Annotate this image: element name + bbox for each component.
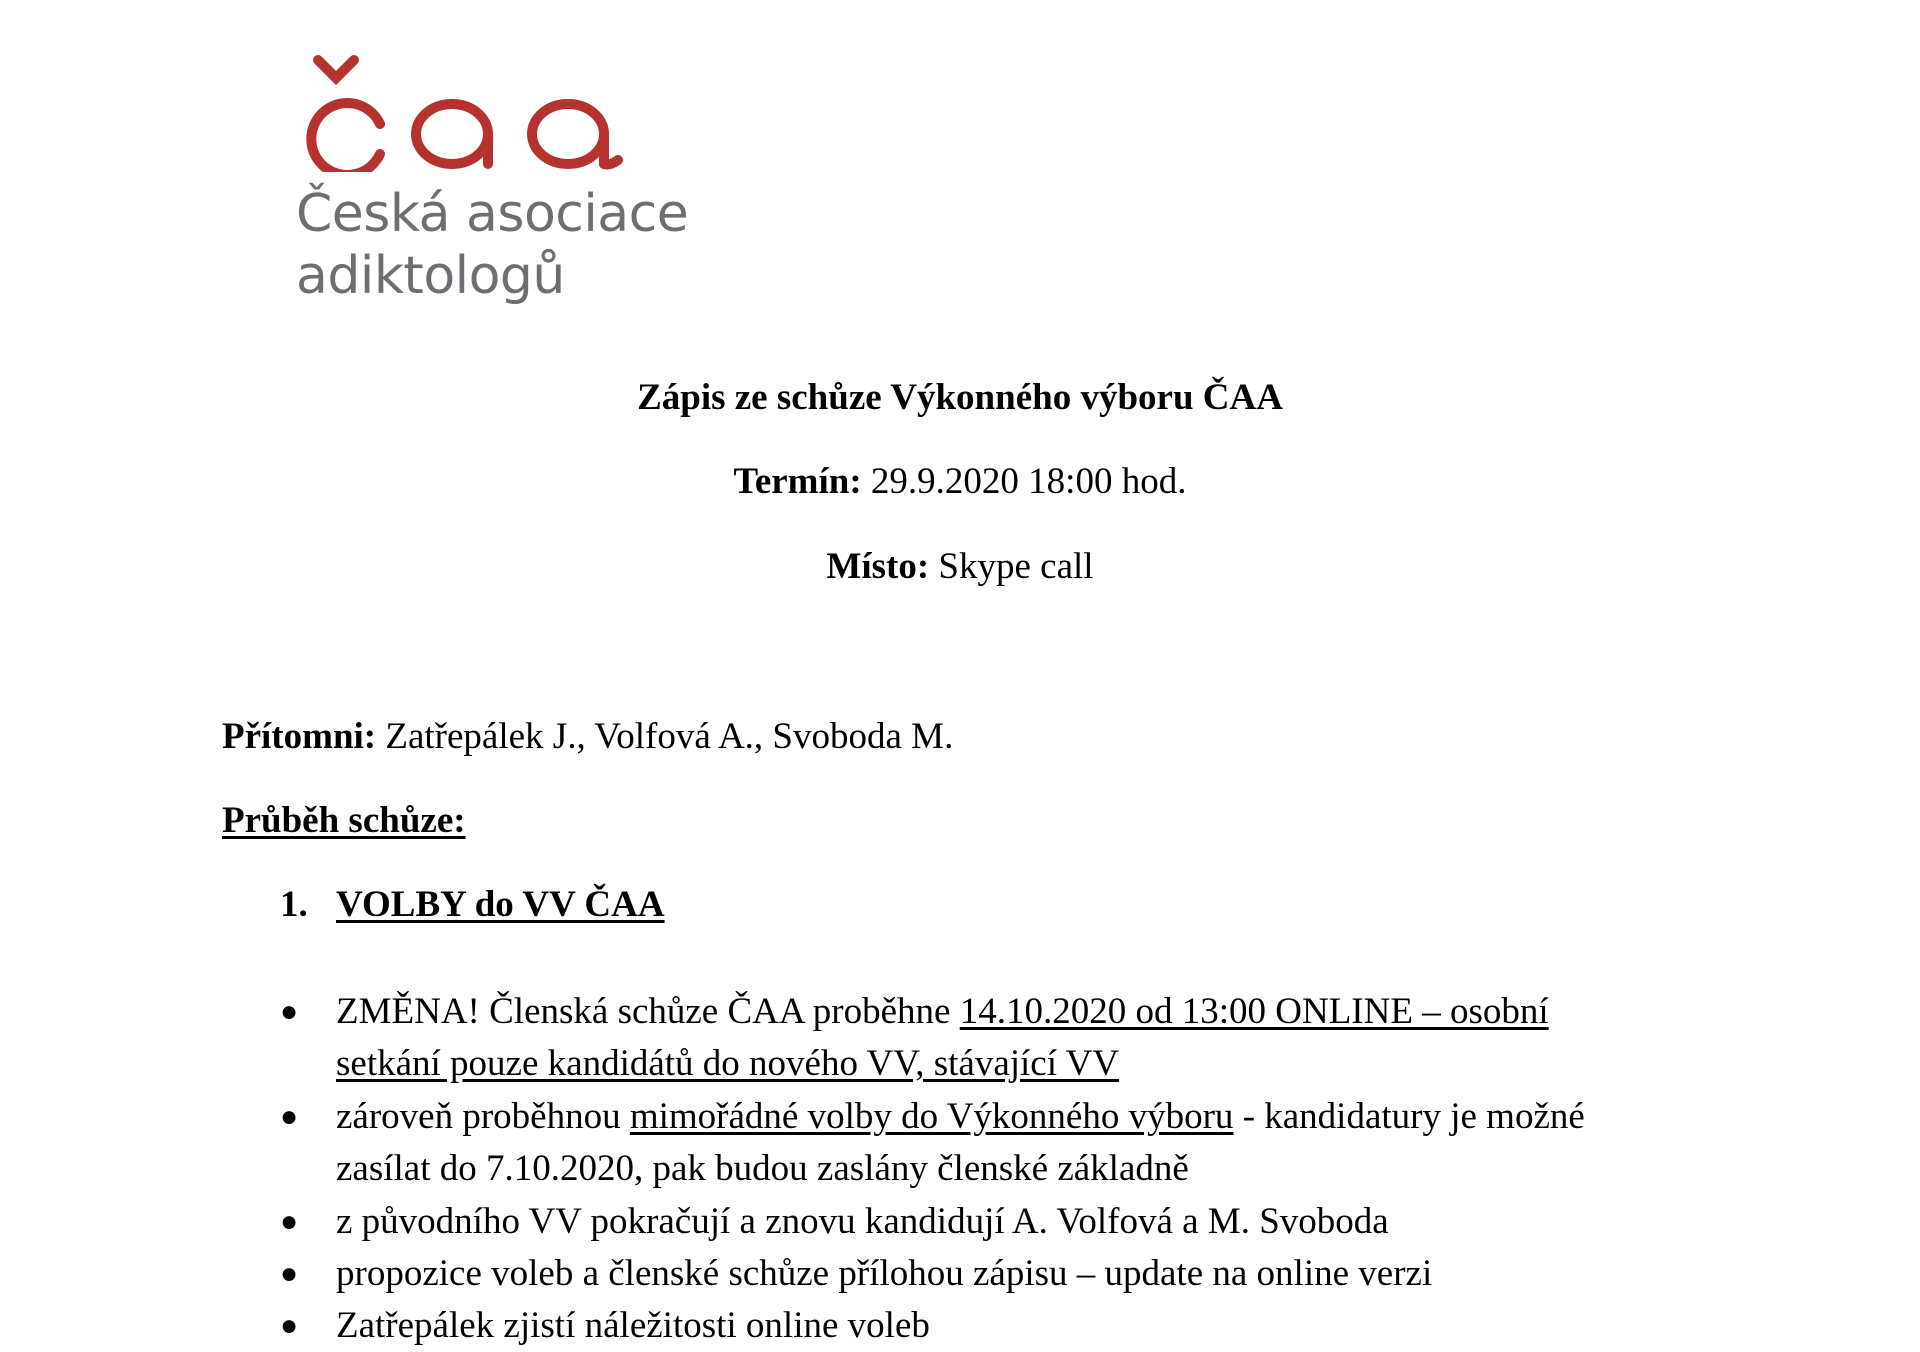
list-item-line: z původního VV pokračují a znovu kandidují A. Volfová a M. Svoboda — [336, 1201, 1389, 1242]
progress-heading: Průběh schůze: — [222, 800, 466, 841]
list-item-line — [336, 1091, 1666, 1143]
list-item-line — [336, 1038, 1666, 1090]
section-number: 1. — [280, 884, 308, 925]
list-item-text — [336, 1196, 1666, 1248]
list-item-line: zasílat do 7.10.2020, pak budou zaslány členské základně — [336, 1148, 1189, 1189]
meeting-place — [0, 548, 1920, 585]
term-label: Termín: — [733, 461, 862, 502]
caa-logo-mark — [288, 52, 624, 172]
list-item-text-pre: zároveň proběhnou — [336, 1096, 630, 1137]
list-item-line — [336, 986, 1666, 1038]
list-item-text — [336, 1248, 1666, 1300]
list-item-text-underlined: 14.10.2020 od 13:00 ONLINE – osobní — [959, 991, 1549, 1032]
list-item-text — [336, 1300, 1666, 1352]
bullet-icon: ● — [280, 1205, 299, 1238]
bullet-icon: ● — [280, 1100, 299, 1133]
section-heading-1 — [280, 886, 665, 923]
list-item-text — [336, 1091, 1666, 1195]
list-item-text — [336, 986, 1666, 1090]
attendees — [222, 718, 953, 755]
place-label: Místo: — [826, 546, 930, 587]
place-value: Skype call — [929, 546, 1094, 587]
logo-text-line-1: Česká asociace — [296, 184, 689, 244]
list-item-text-underlined: mimořádné volby do Výkonného výboru — [629, 1096, 1234, 1137]
section-title: VOLBY do VV ČAA — [336, 884, 665, 925]
list-item-line: propozice voleb a členské schůze přílohou zápisu – update na online verzi — [336, 1253, 1433, 1294]
meeting-term — [0, 463, 1920, 500]
caa-logo — [288, 52, 708, 312]
document-title: Zápis ze schůze Výkonného výboru ČAA — [637, 377, 1283, 418]
bullet-icon: ● — [280, 995, 299, 1028]
list-item-text-post: - kandidatury je možné — [1233, 1096, 1585, 1137]
term-value: 29.9.2020 18:00 hod. — [861, 461, 1187, 502]
list-item-line: Zatřepálek zjistí náležitosti online voleb — [336, 1305, 930, 1346]
logo-text-line-2: adiktologů — [296, 246, 565, 306]
bullet-icon: ● — [280, 1309, 299, 1342]
bullet-icon: ● — [280, 1257, 299, 1290]
attendees-label: Přítomni: — [222, 716, 377, 757]
list-item-text-pre: ZMĚNA! Členská schůze ČAA proběhne — [336, 991, 960, 1032]
list-item-text-underlined: setkání pouze kandidátů do nového VV, stávající VV — [336, 1043, 1120, 1084]
attendees-value: Zatřepálek J., Volfová A., Svoboda M. — [376, 716, 954, 757]
